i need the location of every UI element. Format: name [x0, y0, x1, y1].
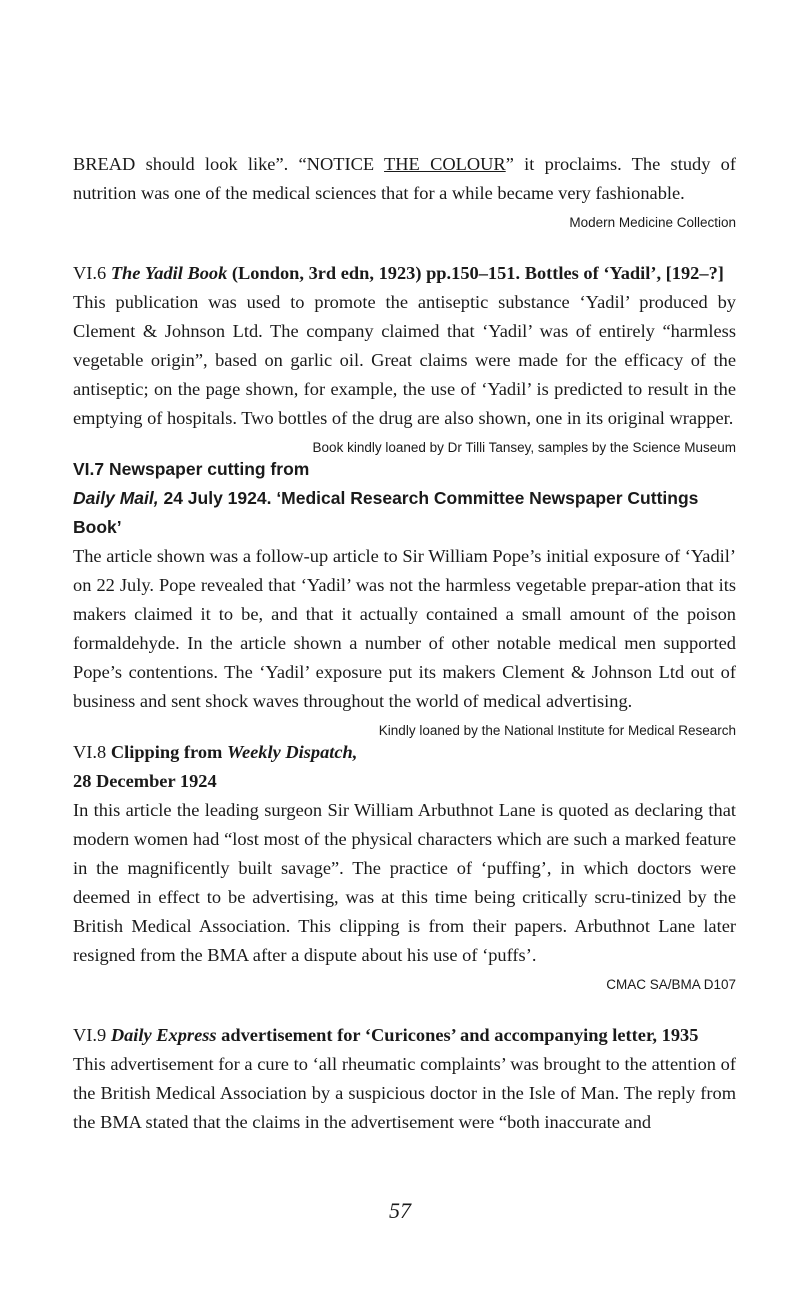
- intro-paragraph: [73, 150, 736, 237]
- entry-vi9: [73, 1021, 736, 1137]
- entry-vi6: [73, 259, 736, 455]
- entry-heading: VI.9 Daily Express advertisement for ‘Curicones’ and accompanying letter, 1935: [73, 1025, 699, 1045]
- entry-heading: VI.7 Newspaper cutting from Daily Mail, 24 July 1924. ‘Medical Research Committee Newspaper Cuttings Book’: [73, 459, 699, 537]
- intro-text: BREAD should look like”. “NOTICE THE COLOUR” it proclaims. The study of nutrition was one of the medical sciences that for a while became very fashionable.: [73, 154, 736, 203]
- entry-credit: Kindly loaned by the National Institute for Medical Research: [378, 723, 736, 738]
- entry-body: This publication was used to promote the antiseptic substance ‘Yadil’ produced by Clement & Johnson Ltd. The company claimed that ‘Yadil’ was of entirely “harmless vegetable origin”, based on garlic oil. Great claims were made for the efficacy of the antiseptic; on the page shown, for example, the use of ‘Yadil’ is predicted to result in the emptying of hospitals. Two bottles of the drug are also shown, one in its original wrapper. Book kindly loaned by Dr Tilli Tansey, samples by the Science Museum: [73, 288, 736, 433]
- underlined-text: THE COLOUR: [384, 154, 506, 174]
- content-column: [73, 150, 736, 1159]
- entry-heading: VI.8 Clipping from Weekly Dispatch, 28 December 1924: [73, 742, 358, 791]
- entry-body: The article shown was a follow-up article to Sir William Pope’s initial exposure of ‘Yadil’ on 22 July. Pope revealed that ‘Yadil’ was not the harmless vegetable prepar-ation that its makers claimed it to be, and that it actually contained a small amount of the poison formaldehyde. In the article shown a number of other notable medical men supported Pope’s contentions. The ‘Yadil’ exposure put its makers Clement & Johnson Ltd out of business and sent shock waves throughout the world of medical advertising. Kindly loaned by the National Institute for Medical Research: [73, 542, 736, 716]
- entry-vi7: [73, 455, 736, 738]
- entry-vi8: [73, 738, 736, 999]
- page-number: 57: [389, 1198, 411, 1223]
- intro-credit: Modern Medicine Collection: [569, 215, 736, 230]
- entry-credit: Book kindly loaned by Dr Tilli Tansey, samples by the Science Museum: [312, 440, 736, 455]
- entry-body: In this article the leading surgeon Sir William Arbuthnot Lane is quoted as declaring that modern women had “lost most of the physical characters which are such a marked feature in the magnificently built savage”. The practice of ‘puffing’, in which doctors were deemed in effect to be advertising, was at this time being critically scru-tinized by the British Medical Association. This clipping is from their papers. Arbuthnot Lane later resigned from the BMA after a dispute about his use of ‘puffs’.: [73, 800, 736, 965]
- entry-credit: CMAC SA/BMA D107: [606, 977, 736, 992]
- entry-body: This advertisement for a cure to ‘all rheumatic complaints’ was brought to the attention of the British Medical Association by a suspicious doctor in the Isle of Man. The reply from the BMA stated that the claims in the advertisement were “both inaccurate and: [73, 1054, 736, 1132]
- entry-heading: VI.6 The Yadil Book (London, 3rd edn, 1923) pp.150–151. Bottles of ‘Yadil’, [192–?]: [73, 263, 724, 283]
